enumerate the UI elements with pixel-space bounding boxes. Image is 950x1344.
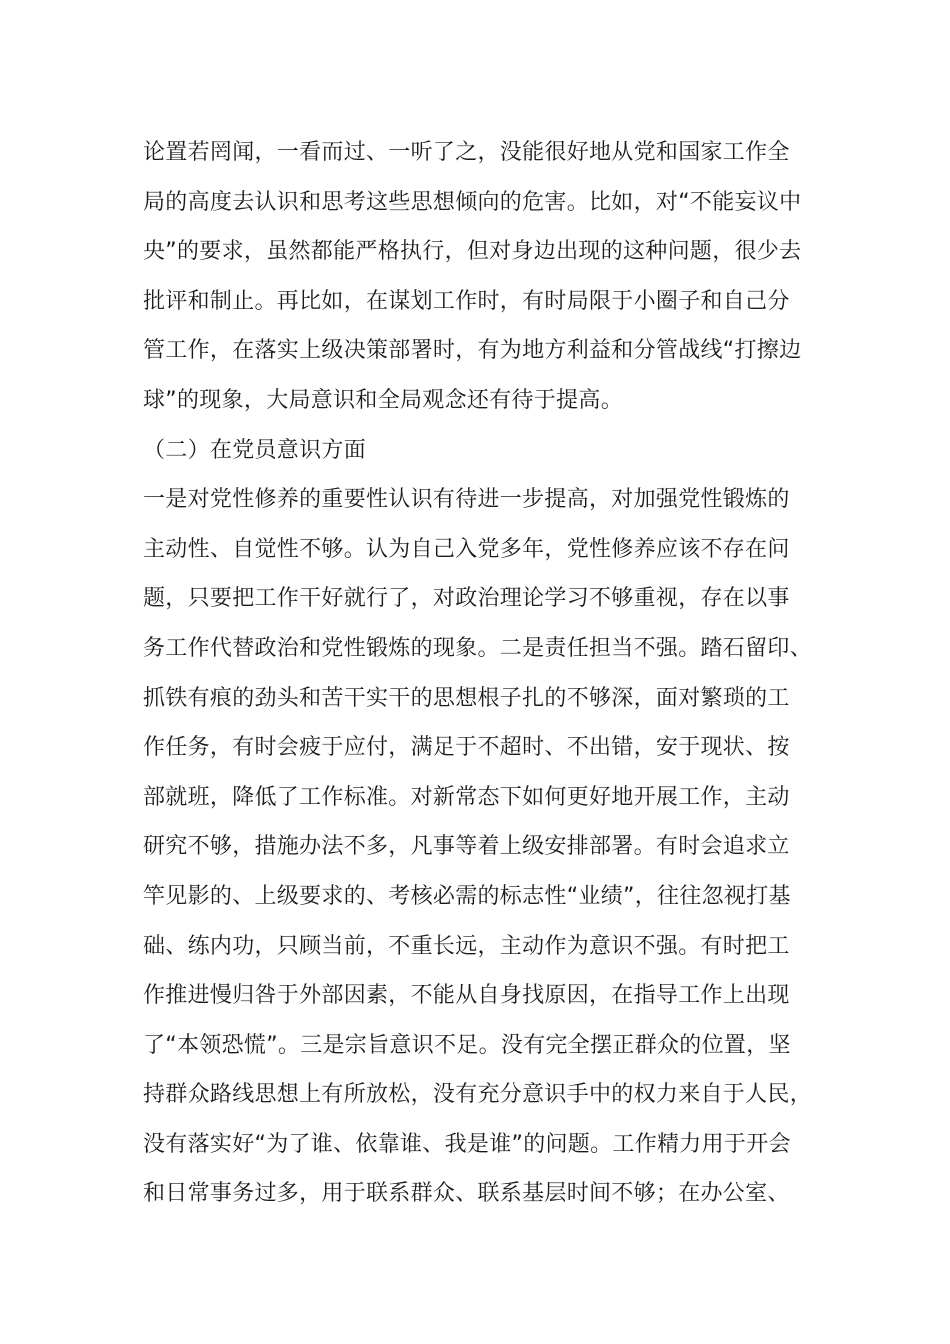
- text-line: 作推进慢归咎于外部因素，不能从自身找原因，在指导工作上出现: [143, 983, 790, 1009]
- text-line: 管工作，在落实上级决策部署时，有为地方利益和分管战线“打擦边: [143, 338, 802, 364]
- text-line: 研究不够，措施办法不多，凡事等着上级安排部署。有时会追求立: [143, 834, 790, 860]
- text-line: 持群众路线思想上有所放松，没有充分意识手中的权力来自于人民，: [143, 1082, 813, 1108]
- section-heading: （二）在党员意识方面: [143, 437, 367, 463]
- text-line: 局的高度去认识和思考这些思想倾向的危害。比如，对“不能妄议中: [143, 189, 802, 215]
- text-line: 没有落实好“为了谁、依靠谁、我是谁”的问题。工作精力用于开会: [143, 1131, 791, 1157]
- document-body: [143, 128, 843, 1219]
- text-line: 务工作代替政治和党性锻炼的现象。二是责任担当不强。踏石留印、: [143, 635, 813, 661]
- text-line: 一是对党性修养的重要性认识有待进一步提高，对加强党性锻炼的: [143, 487, 790, 513]
- text-line: 论置若罔闻，一看而过、一听了之，没能很好地从党和国家工作全: [143, 140, 790, 165]
- text-line: 作任务，有时会疲于应付，满足于不超时、不出错，安于现状、按: [143, 735, 790, 761]
- text-line: 抓铁有痕的劲头和苦干实干的思想根子扎的不够深，面对繁琐的工: [143, 685, 790, 711]
- text-line: 题，只要把工作干好就行了，对政治理论学习不够重视，存在以事: [143, 586, 790, 612]
- text-line: 央”的要求，虽然都能严格执行，但对身边出现的这种问题，很少去: [143, 239, 802, 265]
- text-line: 和日常事务过多，用于联系群众、联系基层时间不够；在办公室、: [143, 1181, 790, 1207]
- text-line: 了“本领恐慌”。三是宗旨意识不足。没有完全摆正群众的位置，坚: [143, 1032, 791, 1058]
- text-line: 批评和制止。再比如，在谋划工作时，有时局限于小圈子和自己分: [143, 288, 790, 314]
- text-line: 竿见影的、上级要求的、考核必需的标志性“业绩”，往往忽视打基: [143, 883, 791, 909]
- text-line: 部就班，降低了工作标准。对新常态下如何更好地开展工作，主动: [143, 784, 790, 810]
- text-line: 球”的现象，大局意识和全局观念还有待于提高。: [143, 387, 623, 413]
- text-line: 主动性、自觉性不够。认为自己入党多年，党性修养应该不存在问: [143, 536, 790, 562]
- text-line: 础、练内功，只顾当前，不重长远，主动作为意识不强。有时把工: [143, 933, 790, 959]
